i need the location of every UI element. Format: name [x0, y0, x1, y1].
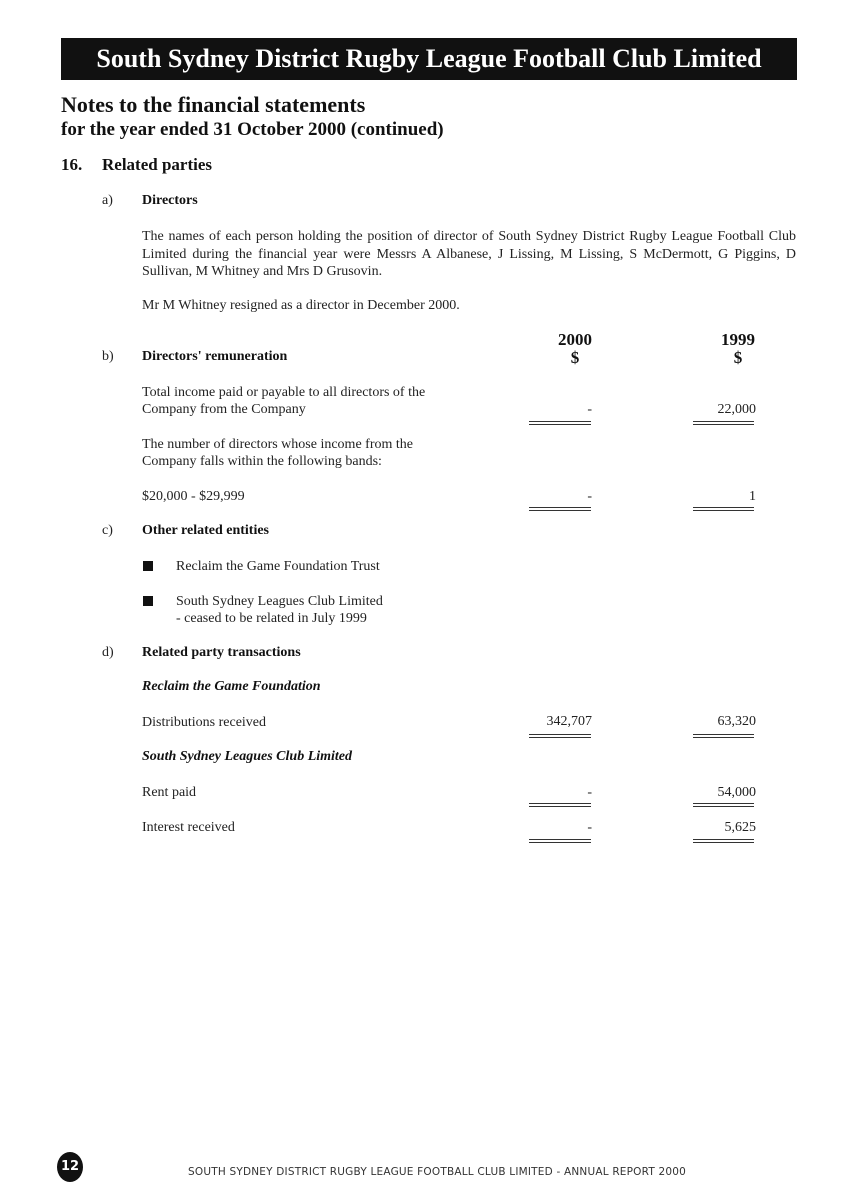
- rent-rule-2000: [529, 803, 591, 807]
- rent-label: Rent paid: [142, 785, 197, 800]
- report-banner: South Sydney District Rugby League Football Club Limited: [61, 38, 797, 80]
- band-rule-2000: [529, 507, 591, 511]
- total-rule-1999: [693, 421, 754, 425]
- entity-item: South Sydney Leagues Club Limited: [176, 594, 383, 609]
- interest-1999: 5,625: [724, 820, 756, 835]
- item-letter-c: c): [102, 523, 113, 538]
- bands-label-line2: Company falls within the following bands:: [142, 454, 382, 469]
- total-income-label-line2: Company from the Company: [142, 402, 306, 417]
- remuneration-heading: Directors' remuneration: [142, 349, 288, 364]
- distributions-label: Distributions received: [142, 715, 267, 730]
- interest-2000: -: [587, 820, 592, 835]
- interest-rule-2000: [529, 839, 591, 843]
- section-title: Related parties: [102, 155, 213, 174]
- total-income-1999: 22,000: [717, 402, 756, 417]
- band-label: $20,000 - $29,999: [142, 489, 245, 504]
- item-letter-a: a): [102, 193, 113, 208]
- band-2000: -: [587, 489, 592, 504]
- rent-rule-1999: [693, 803, 754, 807]
- page-title: Notes to the financial statements: [61, 92, 366, 117]
- item-letter-b: b): [102, 349, 114, 364]
- interest-label: Interest received: [142, 820, 235, 835]
- other-entities-heading: Other related entities: [142, 523, 270, 538]
- transactions-heading: Related party transactions: [142, 645, 301, 660]
- column-year-2000: 2000: [558, 330, 592, 349]
- total-income-2000: -: [587, 402, 592, 417]
- band-rule-1999: [693, 507, 754, 511]
- item-letter-d: d): [102, 645, 114, 660]
- total-income-label-line1: Total income paid or payable to all directors of the: [142, 385, 426, 400]
- entity-item-note: - ceased to be related in July 1999: [176, 611, 367, 626]
- band-1999: 1: [749, 489, 756, 504]
- total-rule-2000: [529, 421, 591, 425]
- rent-2000: -: [587, 785, 592, 800]
- bullet-square-icon: [143, 561, 153, 571]
- distributions-rule-2000: [529, 734, 591, 738]
- rent-1999: 54,000: [717, 785, 756, 800]
- column-unit-2000: $: [570, 348, 580, 367]
- footer-text: SOUTH SYDNEY DISTRICT RUGBY LEAGUE FOOTBALL CLUB LIMITED - ANNUAL REPORT 2000: [188, 1166, 687, 1178]
- bullet-square-icon: [143, 596, 153, 606]
- distributions-rule-1999: [693, 734, 754, 738]
- group-heading-leagues-club: South Sydney Leagues Club Limited: [142, 749, 353, 764]
- page-subtitle: for the year ended 31 October 2000 (continued): [61, 119, 444, 140]
- page-number-badge: 12: [57, 1152, 83, 1182]
- resignation-note: Mr M Whitney resigned as a director in December 2000.: [142, 298, 460, 313]
- column-year-1999: 1999: [721, 330, 755, 349]
- interest-rule-1999: [693, 839, 754, 843]
- column-unit-1999: $: [733, 348, 743, 367]
- distributions-2000: 342,707: [546, 714, 592, 729]
- section-number: 16.: [61, 155, 83, 174]
- directors-paragraph: The names of each person holding the position of director of South Sydney District Rugby League Football Club Limited during the financial year were Messrs A Albanese, J Lissing, M Lissing, S McDermott, G Piggins, D Sullivan, M Whitney and Mrs D Grusovin.: [142, 229, 796, 279]
- distributions-1999: 63,320: [717, 714, 756, 729]
- bands-label-line1: The number of directors whose income from the: [142, 437, 413, 452]
- directors-heading: Directors: [142, 193, 198, 208]
- group-heading-reclaim: Reclaim the Game Foundation: [142, 679, 321, 694]
- entity-item: Reclaim the Game Foundation Trust: [176, 559, 380, 574]
